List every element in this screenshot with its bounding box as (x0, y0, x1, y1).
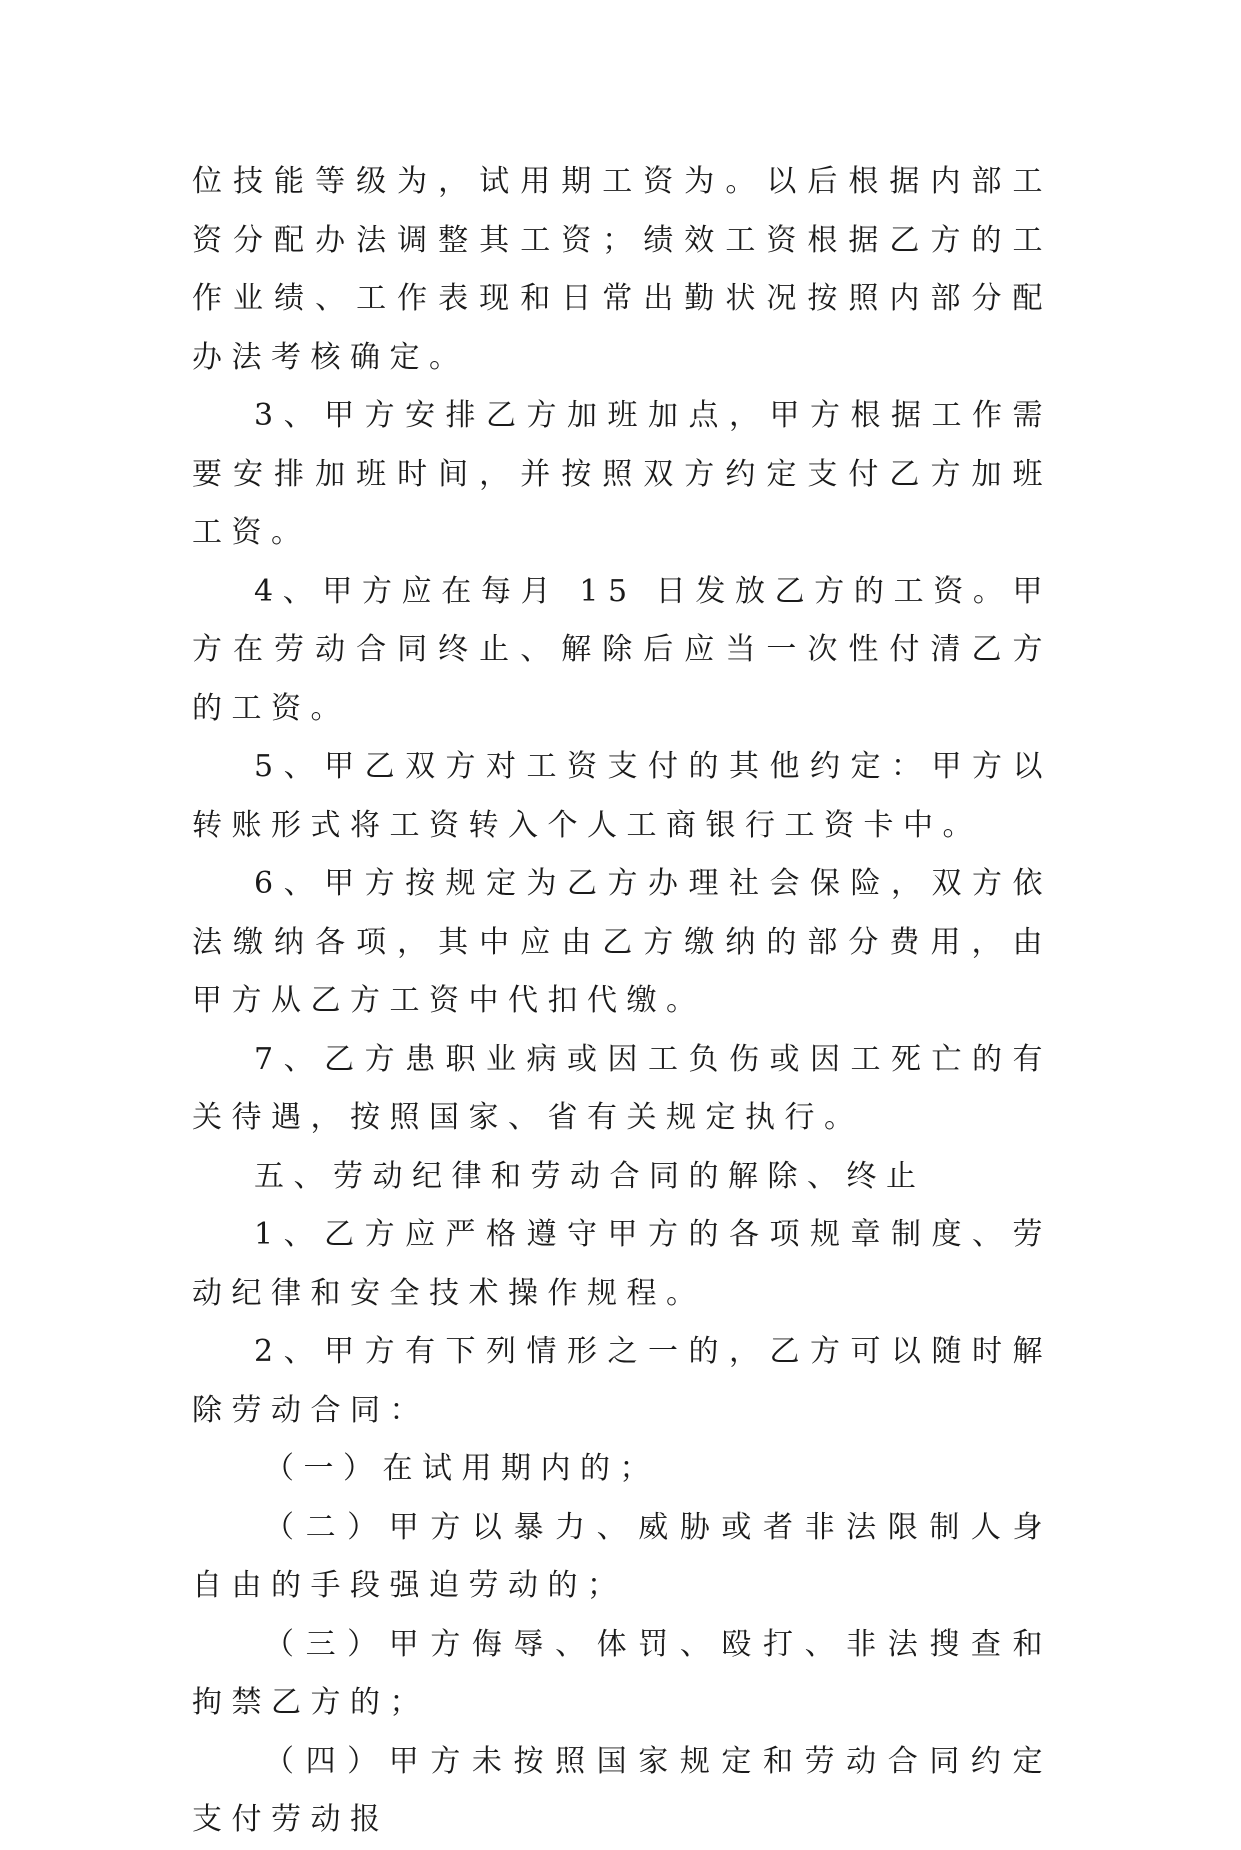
clause-item-4: （四）甲方未按照国家规定和劳动合同约定支付劳动报 (192, 1743, 1052, 1837)
paragraph-overtime: 3、甲方安排乙方加班加点，甲方根据工作需要安排加班时间，并按照双方约定支付乙方加班工资。 (192, 398, 1052, 550)
clause-item-3: （三）甲方侮辱、体罚、殴打、非法搜查和拘禁乙方的； (192, 1626, 1052, 1720)
document-body (192, 153, 1052, 1850)
paragraph-discipline: 1、乙方应严格遵守甲方的各项规章制度、劳动纪律和安全技术操作规程。 (192, 1217, 1052, 1311)
paragraph-termination-rights: 2、甲方有下列情形之一的，乙方可以随时解除劳动合同： (192, 1334, 1052, 1428)
paragraph-salary-continuation: 位技能等级为，试用期工资为。以后根据内部工资分配办法调整其工资；绩效工资根据乙方的工作业绩、工作表现和日常出勤状况按照内部分配办法考核确定。 (192, 164, 1052, 375)
clause-item-1: （一）在试用期内的； (264, 1451, 659, 1486)
clause-item-2: （二）甲方以暴力、威胁或者非法限制人身自由的手段强迫劳动的； (192, 1509, 1052, 1603)
paragraph-pay-date: 4、甲方应在每月 15 日发放乙方的工资。甲方在劳动合同终止、解除后应当一次性付清乙方的工资。 (192, 573, 1052, 726)
paragraph-payment-method: 5、甲乙双方对工资支付的其他约定：甲方以转账形式将工资转入个人工商银行工资卡中。 (192, 749, 1052, 843)
paragraph-social-insurance: 6、甲方按规定为乙方办理社会保险，双方依法缴纳各项，其中应由乙方缴纳的部分费用，由甲方从乙方工资中代扣代缴。 (192, 866, 1052, 1018)
paragraph-injury-benefits: 7、乙方患职业病或因工负伤或因工死亡的有关待遇，按照国家、省有关规定执行。 (192, 1041, 1052, 1135)
section-heading-termination: 五、劳动纪律和劳动合同的解除、终止 (254, 1158, 926, 1194)
